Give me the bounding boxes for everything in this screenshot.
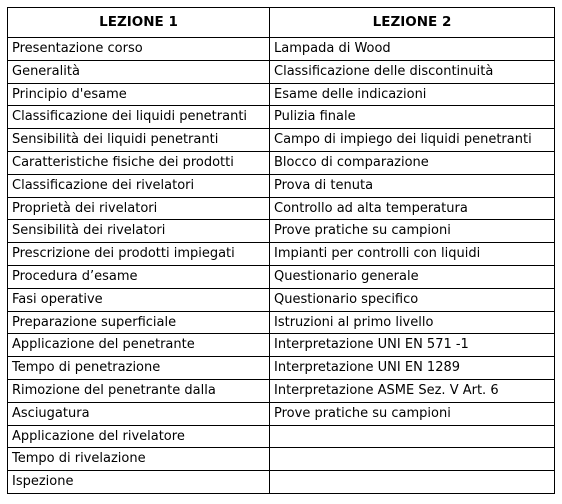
lezione-1-cell: Generalità (8, 60, 270, 83)
table-row (8, 288, 555, 311)
table-row (8, 402, 555, 425)
table-row (8, 471, 555, 494)
lezione-2-cell: Istruzioni al primo livello (270, 311, 555, 334)
table-row (8, 106, 555, 129)
lezione-1-cell: Prescrizione dei prodotti impiegati (8, 243, 270, 266)
lezione-2-cell: Prove pratiche su campioni (270, 402, 555, 425)
lezione-2-cell: Pulizia finale (270, 106, 555, 129)
table-row (8, 379, 555, 402)
lezione-1-cell: Classificazione dei liquidi penetranti (8, 106, 270, 129)
lezione-1-cell: Rimozione del penetrante dalla (8, 379, 270, 402)
table-row (8, 357, 555, 380)
table-row (8, 265, 555, 288)
lezione-1-cell: Applicazione del penetrante (8, 334, 270, 357)
lezione-2-cell: Interpretazione UNI EN 1289 (270, 357, 555, 380)
table-row (8, 197, 555, 220)
lezione-2-cell: Interpretazione UNI EN 571 -1 (270, 334, 555, 357)
lezione-1-cell: Presentazione corso (8, 38, 270, 61)
lezione-1-cell: Ispezione (8, 471, 270, 494)
table-header-row (8, 8, 555, 38)
lezione-2-cell: Esame delle indicazioni (270, 83, 555, 106)
lezione-1-cell: Classificazione dei rivelatori (8, 174, 270, 197)
lezione-1-cell: Preparazione superficiale (8, 311, 270, 334)
lezione-2-cell: Prova di tenuta (270, 174, 555, 197)
table-row (8, 129, 555, 152)
lezione-2-cell (270, 471, 555, 494)
lezione-1-cell: Applicazione del rivelatore (8, 425, 270, 448)
lezione-1-cell: Principio d'esame (8, 83, 270, 106)
lezione-1-cell: Proprietà dei rivelatori (8, 197, 270, 220)
table-row (8, 83, 555, 106)
header-lezione-2: LEZIONE 2 (270, 8, 555, 38)
lezione-2-cell: Lampada di Wood (270, 38, 555, 61)
table-row (8, 425, 555, 448)
lezione-2-cell: Controllo ad alta temperatura (270, 197, 555, 220)
lezione-1-cell: Caratteristiche fisiche dei prodotti (8, 151, 270, 174)
table-row (8, 334, 555, 357)
header-lezione-1: LEZIONE 1 (8, 8, 270, 38)
lezione-2-cell: Prove pratiche su campioni (270, 220, 555, 243)
table-row (8, 243, 555, 266)
lezione-2-cell: Questionario generale (270, 265, 555, 288)
table-row (8, 60, 555, 83)
lezione-2-cell (270, 425, 555, 448)
table-row (8, 38, 555, 61)
lezione-1-cell: Tempo di rivelazione (8, 448, 270, 471)
lezione-1-cell: Asciugatura (8, 402, 270, 425)
lezione-2-cell: Campo di impiego dei liquidi penetranti (270, 129, 555, 152)
lezione-1-cell: Sensibilità dei rivelatori (8, 220, 270, 243)
lezione-2-cell: Impianti per controlli con liquidi (270, 243, 555, 266)
lezione-2-cell: Interpretazione ASME Sez. V Art. 6 (270, 379, 555, 402)
lezione-2-cell: Blocco di comparazione (270, 151, 555, 174)
lezione-1-cell: Fasi operative (8, 288, 270, 311)
lezione-1-cell: Procedura d’esame (8, 265, 270, 288)
table-row (8, 151, 555, 174)
lezione-1-cell: Sensibilità dei liquidi penetranti (8, 129, 270, 152)
lesson-table-container (7, 7, 554, 494)
table-row (8, 448, 555, 471)
lezione-2-cell: Questionario specifico (270, 288, 555, 311)
lezione-1-cell: Tempo di penetrazione (8, 357, 270, 380)
table-row (8, 174, 555, 197)
lezione-2-cell: Classificazione delle discontinuità (270, 60, 555, 83)
table-body (8, 38, 555, 494)
table-row (8, 220, 555, 243)
lezione-2-cell (270, 448, 555, 471)
table-row (8, 311, 555, 334)
lesson-table (7, 7, 555, 494)
